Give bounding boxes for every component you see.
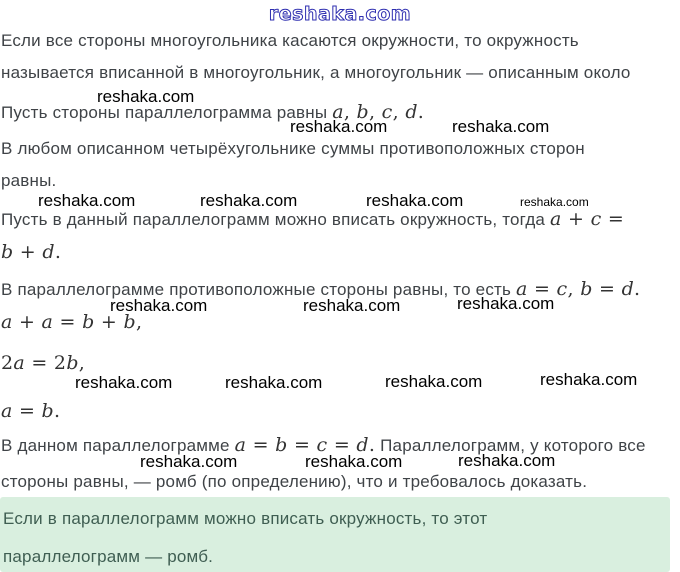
paragraph — [1, 209, 679, 230]
text-run: Пусть в данный параллелограмм можно вписать окружность, тогда — [1, 210, 551, 229]
math-run: a = b = c = d. — [234, 434, 376, 456]
paragraph: Если все стороны многоугольника касаются окружности, то окружность — [1, 31, 579, 50]
paragraph — [1, 401, 679, 422]
watermark: reshaka.com — [290, 117, 388, 136]
conclusion-text: Если в параллелограмм можно вписать окружность, то этот — [3, 509, 488, 528]
watermark: reshaka.com — [225, 373, 323, 392]
watermark: reshaka.com — [540, 370, 638, 389]
watermark: reshaka.com — [458, 451, 556, 470]
site-watermark: reshaka.com — [268, 3, 412, 25]
paragraph: называется вписанной в многоугольник, а многоугольник — описанным около — [1, 63, 631, 82]
watermark: reshaka.com — [97, 87, 195, 106]
math-run: 2a = 2b, — [1, 352, 86, 374]
math-run: a = c, b = d. — [516, 278, 641, 300]
conclusion-box — [0, 497, 670, 572]
watermark: reshaka.com — [38, 191, 136, 210]
math-run: a = b. — [1, 400, 61, 422]
watermark: reshaka.com — [457, 294, 555, 313]
watermark: reshaka.com — [110, 296, 208, 315]
paragraph — [1, 242, 679, 263]
watermark: reshaka.com — [366, 191, 464, 210]
math-run: a + a = b + b, — [1, 311, 143, 333]
math-run: a, b, c, d. — [332, 101, 425, 123]
paragraph — [1, 312, 679, 333]
text-run: В данном параллелограмме — [1, 436, 235, 455]
text-run: В параллелограмме противоположные стороны равны, то есть — [1, 280, 516, 299]
watermark: reshaka.com — [75, 373, 173, 392]
conclusion-text: параллелограмм — ромб. — [3, 547, 214, 566]
paragraph: равны. — [1, 171, 57, 190]
math-run: a + c = — [550, 208, 625, 230]
text-run: Параллелограмм, у которого все — [375, 436, 646, 455]
text-run: Пусть стороны параллелограмма равны — [1, 103, 333, 122]
watermark: reshaka.com — [305, 452, 403, 471]
watermark: reshaka.com — [200, 191, 298, 210]
paragraph: стороны равны, — ромб (по определению), что и требовалось доказать. — [1, 472, 588, 491]
watermark: reshaka.com — [520, 195, 589, 209]
watermark: reshaka.com — [385, 372, 483, 391]
watermark: reshaka.com — [452, 117, 550, 136]
math-run: b + d. — [1, 241, 62, 263]
paragraph: В любом описанном четырёхугольнике суммы противоположных сторон — [1, 139, 585, 158]
watermark: reshaka.com — [140, 452, 238, 471]
watermark: reshaka.com — [303, 296, 401, 315]
